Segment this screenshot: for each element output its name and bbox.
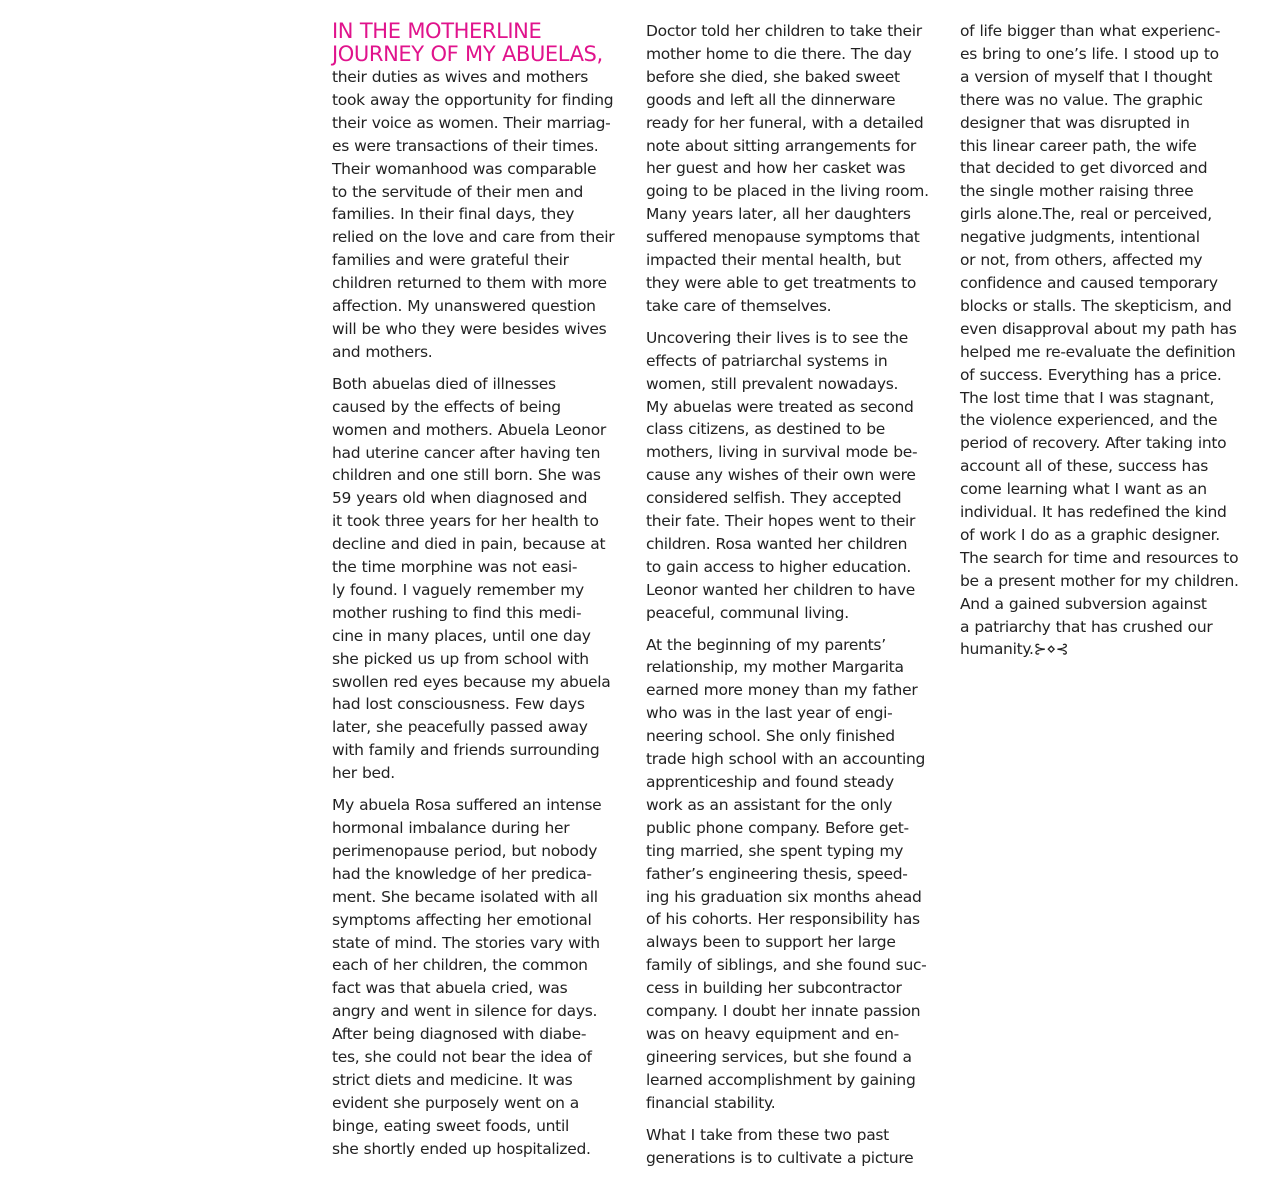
text-line: And a gained subversion against bbox=[960, 594, 1207, 613]
text-line: later, she peacefully passed away bbox=[332, 718, 588, 737]
text-line: ready for her funeral, with a detailed bbox=[646, 113, 924, 132]
text-line: Uncovering their lives is to see the bbox=[646, 328, 909, 347]
paragraph bbox=[332, 373, 632, 785]
text-line: even disapproval about my path has bbox=[960, 319, 1237, 338]
text-line: considered selfish. They accepted bbox=[646, 489, 902, 508]
text-line: a patriarchy that has crushed our bbox=[960, 617, 1213, 636]
text-line: mother home to die there. The day bbox=[646, 44, 912, 63]
text-line: decline and died in pain, because at bbox=[332, 535, 606, 554]
text-line: had lost consciousness. Few days bbox=[332, 695, 585, 714]
text-line: trade high school with an accounting bbox=[646, 750, 926, 769]
text-line: relationship, my mother Margarita bbox=[646, 658, 904, 677]
text-line: with family and friends surrounding bbox=[332, 741, 600, 760]
text-line: there was no value. The graphic bbox=[960, 90, 1203, 109]
text-line: After being diagnosed with diabe- bbox=[332, 1025, 587, 1044]
text-line: At the beginning of my parents’ bbox=[646, 635, 886, 654]
column-2-body bbox=[646, 20, 944, 1169]
text-line: of his cohorts. Her responsibility has bbox=[646, 910, 920, 929]
text-line: it took three years for her health to bbox=[332, 512, 599, 531]
text-line: children returned to them with more bbox=[332, 274, 607, 293]
text-line: The lost time that I was stagnant, bbox=[960, 388, 1215, 407]
text-line: hormonal imbalance during her bbox=[332, 819, 570, 837]
text-line: mother rushing to find this medi- bbox=[332, 603, 582, 622]
text-line: who was in the last year of engi- bbox=[646, 704, 893, 723]
text-line: had uterine cancer after having ten bbox=[332, 443, 601, 462]
text-line: Leonor wanted her children to have bbox=[646, 580, 915, 599]
text-line: The search for time and resources to bbox=[960, 548, 1239, 567]
text-line: company. I doubt her innate passion bbox=[646, 1002, 921, 1021]
text-line: the single mother raising three bbox=[960, 182, 1194, 201]
text-line: mothers, living in survival mode be- bbox=[646, 443, 918, 462]
paragraph bbox=[646, 20, 944, 318]
text-line: ing his graduation six months ahead bbox=[646, 887, 922, 906]
heading-line: JOURNEY OF MY ABUELAS, bbox=[332, 42, 603, 66]
text-line: their voice as women. Their marriag- bbox=[332, 113, 611, 132]
text-line: humanity.⊱⋄⊰ bbox=[960, 640, 1069, 659]
text-line: gineering services, but she found a bbox=[646, 1047, 912, 1066]
text-line: evident she purposely went on a bbox=[332, 1093, 579, 1112]
text-line: period of recovery. After taking into bbox=[960, 434, 1227, 453]
text-line: work as an assistant for the only bbox=[646, 795, 893, 814]
text-line: state of mind. The stories vary with bbox=[332, 933, 600, 952]
text-line: ly found. I vaguely remember my bbox=[332, 580, 584, 599]
text-line: Their womanhood was comparable bbox=[332, 159, 597, 178]
text-line: the violence experienced, and the bbox=[960, 411, 1218, 430]
text-line: perimenopause period, but nobody bbox=[332, 841, 598, 860]
article-heading bbox=[332, 20, 632, 66]
column-3-body bbox=[960, 20, 1262, 661]
text-line: tes, she could not bear the idea of bbox=[332, 1048, 592, 1067]
text-line: she shortly ended up hospitalized. bbox=[332, 1139, 591, 1158]
text-line: My abuelas were treated as second bbox=[646, 397, 914, 416]
text-line: goods and left all the dinnerware bbox=[646, 90, 896, 109]
text-line: suffered menopause symptoms that bbox=[646, 228, 920, 247]
paragraph bbox=[646, 634, 944, 1115]
text-line: of work I do as a graphic designer. bbox=[960, 525, 1220, 544]
text-line: ting married, she spent typing my bbox=[646, 841, 904, 860]
text-line: confidence and caused temporary bbox=[960, 273, 1218, 292]
text-line: blocks or stalls. The skepticism, and bbox=[960, 296, 1232, 315]
text-line: a version of myself that I thought bbox=[960, 67, 1213, 86]
text-line: negative judgments, intentional bbox=[960, 228, 1200, 247]
text-line: caused by the effects of being bbox=[332, 397, 561, 416]
text-line: account all of these, success has bbox=[960, 457, 1209, 476]
heading-line: IN THE MOTHERLINE bbox=[332, 19, 542, 43]
text-line: her bed. bbox=[332, 764, 395, 783]
text-line: Many years later, all her daughters bbox=[646, 205, 911, 224]
column-2 bbox=[646, 20, 944, 1169]
text-line: Both abuelas died of illnesses bbox=[332, 374, 556, 393]
text-line: es were transactions of their times. bbox=[332, 136, 599, 155]
paragraph bbox=[332, 794, 632, 1161]
text-line: father’s engineering thesis, speed- bbox=[646, 864, 908, 883]
text-line: family of siblings, and she found suc- bbox=[646, 956, 927, 975]
text-line: binge, eating sweet foods, until bbox=[332, 1116, 569, 1135]
text-line: each of her children, the common bbox=[332, 956, 588, 975]
text-line: cine in many places, until one day bbox=[332, 626, 591, 645]
text-line: fact was that abuela cried, was bbox=[332, 979, 568, 998]
text-line: to gain access to higher education. bbox=[646, 557, 911, 576]
text-line: learned accomplishment by gaining bbox=[646, 1070, 916, 1089]
text-line: going to be placed in the living room. bbox=[646, 182, 929, 201]
text-line: Doctor told her children to take their bbox=[646, 22, 922, 40]
text-line: come learning what I want as an bbox=[960, 480, 1207, 499]
text-line: they were able to get treatments to bbox=[646, 273, 917, 292]
text-line: strict diets and medicine. It was bbox=[332, 1070, 573, 1089]
text-line: cause any wishes of their own were bbox=[646, 466, 916, 485]
text-line: took away the opportunity for finding bbox=[332, 90, 614, 109]
text-line: and mothers. bbox=[332, 342, 433, 361]
text-line: children. Rosa wanted her children bbox=[646, 534, 908, 553]
column-3 bbox=[960, 20, 1262, 661]
paragraph bbox=[646, 1124, 944, 1170]
text-line: peaceful, communal living. bbox=[646, 603, 849, 622]
text-line: was on heavy equipment and en- bbox=[646, 1024, 899, 1043]
text-line: angry and went in silence for days. bbox=[332, 1002, 598, 1021]
text-line: their fate. Their hopes went to their bbox=[646, 512, 916, 531]
text-line: her guest and how her casket was bbox=[646, 159, 906, 178]
paragraph bbox=[646, 327, 944, 625]
text-line: of life bigger than what experienc- bbox=[960, 22, 1221, 40]
text-line: impacted their mental health, but bbox=[646, 251, 901, 270]
text-line: girls alone.The, real or perceived, bbox=[960, 205, 1212, 224]
text-line: their duties as wives and mothers bbox=[332, 68, 588, 86]
column-1 bbox=[332, 20, 632, 1161]
text-line: take care of themselves. bbox=[646, 296, 832, 315]
text-line: will be who they were besides wives bbox=[332, 319, 607, 338]
text-line: cess in building her subcontractor bbox=[646, 979, 902, 998]
text-line: designer that was disrupted in bbox=[960, 113, 1190, 132]
text-line: families and were grateful their bbox=[332, 251, 569, 270]
text-line: she picked us up from school with bbox=[332, 649, 589, 668]
text-line: What I take from these two past bbox=[646, 1125, 889, 1144]
text-line: families. In their final days, they bbox=[332, 205, 575, 224]
text-line: women, still prevalent nowadays. bbox=[646, 374, 899, 393]
text-line: to the servitude of their men and bbox=[332, 182, 584, 201]
text-line: effects of patriarchal systems in bbox=[646, 351, 888, 370]
text-line: public phone company. Before get- bbox=[646, 818, 909, 837]
text-line: helped me re-evaluate the definition bbox=[960, 342, 1236, 361]
text-line: be a present mother for my children. bbox=[960, 571, 1239, 590]
text-line: financial stability. bbox=[646, 1093, 776, 1112]
text-line: or not, from others, affected my bbox=[960, 251, 1203, 270]
text-line: swollen red eyes because my abuela bbox=[332, 672, 611, 691]
text-line: symptoms affecting her emotional bbox=[332, 910, 592, 929]
text-line: women and mothers. Abuela Leonor bbox=[332, 420, 606, 439]
text-line: this linear career path, the wife bbox=[960, 136, 1197, 155]
text-line: class citizens, as destined to be bbox=[646, 420, 885, 439]
text-line: affection. My unanswered question bbox=[332, 297, 596, 316]
text-line: note about sitting arrangements for bbox=[646, 136, 916, 155]
text-line: that decided to get divorced and bbox=[960, 159, 1208, 178]
paragraph bbox=[960, 20, 1262, 661]
text-line: the time morphine was not easi- bbox=[332, 558, 578, 577]
text-line: children and one still born. She was bbox=[332, 466, 601, 485]
text-line: always been to support her large bbox=[646, 933, 896, 952]
text-line: ment. She became isolated with all bbox=[332, 887, 598, 906]
text-line: relied on the love and care from their bbox=[332, 228, 615, 247]
text-line: earned more money than my father bbox=[646, 681, 918, 700]
text-line: individual. It has redefined the kind bbox=[960, 503, 1227, 522]
text-line: es bring to one’s life. I stood up to bbox=[960, 44, 1219, 63]
column-1-body bbox=[332, 66, 632, 1161]
text-line: generations is to cultivate a picture bbox=[646, 1148, 914, 1167]
text-line: neering school. She only finished bbox=[646, 727, 895, 746]
paragraph bbox=[332, 66, 632, 364]
text-line: of success. Everything has a price. bbox=[960, 365, 1222, 384]
text-line: apprenticeship and found steady bbox=[646, 773, 894, 791]
text-line: had the knowledge of her predica- bbox=[332, 864, 592, 883]
text-line: My abuela Rosa suffered an intense bbox=[332, 796, 602, 815]
text-line: before she died, she baked sweet bbox=[646, 67, 900, 86]
text-line: 59 years old when diagnosed and bbox=[332, 489, 588, 508]
